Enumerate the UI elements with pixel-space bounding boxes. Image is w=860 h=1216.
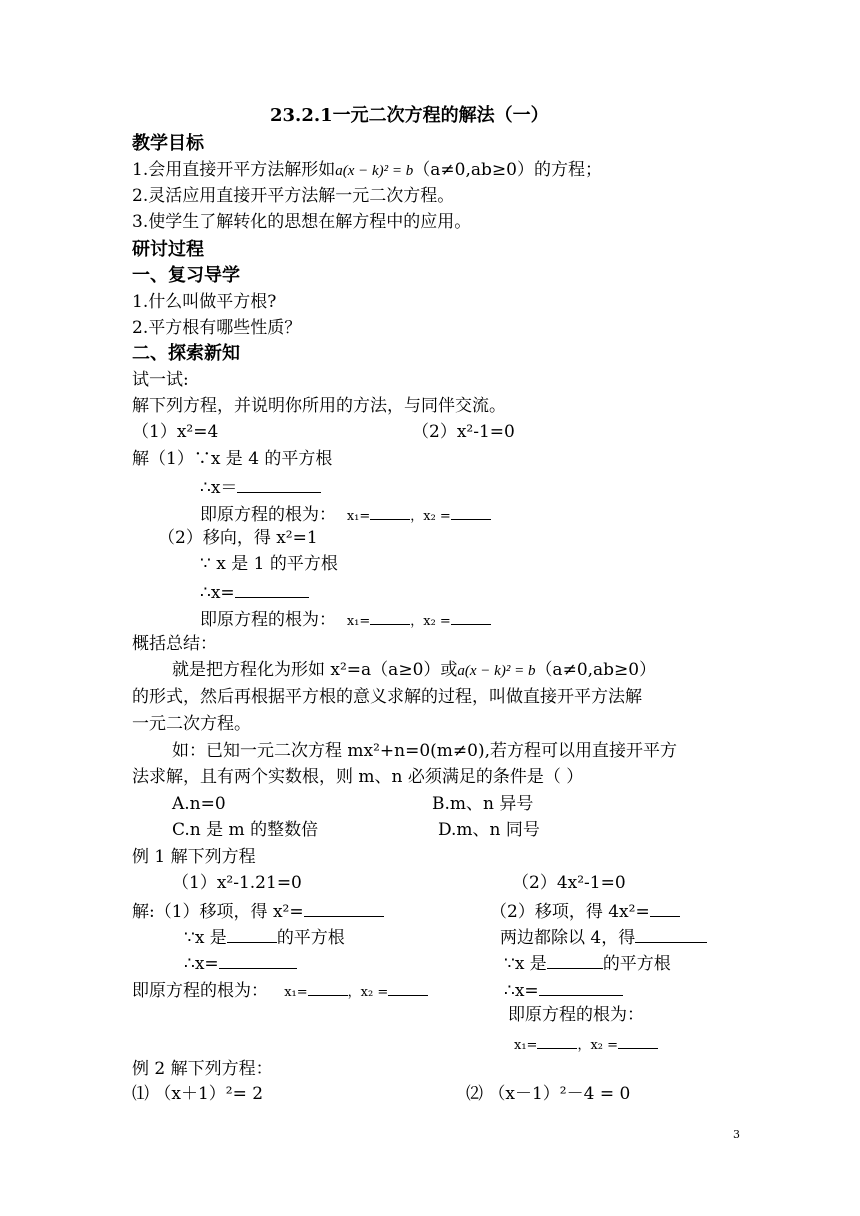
option-b: B.m、n 异号	[432, 794, 534, 814]
ex1-s1-line1: 解:（1）移项，得 x²=	[132, 898, 384, 924]
option-c: C.n 是 m 的整数倍	[172, 820, 319, 840]
sol2-line3: ∴x=	[200, 579, 309, 605]
summary-p1: 就是把方程化为形如 x²=a（a≥0）或a(x − k)² = b（a≠0,ab≥0）	[172, 660, 657, 680]
ex2-eq2: ⑵ （x－1）²－4 = 0	[466, 1084, 631, 1104]
question-p2: 法求解，且有两个实数根，则 m、n 必须满足的条件是（ ）	[132, 767, 584, 787]
summary-formula: a(x − k)² = b	[457, 663, 536, 679]
goal-1: 1.会用直接开平方法解形如a(x − k)² = b（a≠0,ab≥0）的方程；	[132, 160, 602, 180]
review-q2: 2.平方根有哪些性质？	[132, 318, 302, 338]
page-number: 3	[733, 1128, 740, 1141]
goal-3: 3.使学生了解转化的思想在解方程中的应用。	[132, 212, 472, 232]
summary-p2: 的形式，然后再根据平方根的意义求解的过程，叫做直接开平方法解	[132, 687, 642, 707]
ex1-s1-line3: ∴x=	[184, 950, 297, 976]
option-a: A.n=0	[172, 794, 226, 814]
goals-heading: 教学目标	[132, 133, 204, 154]
ex1-s2-line2: 两边都除以 4，得	[500, 924, 707, 950]
try-eq2: （2）x²-1=0	[412, 422, 515, 442]
ex1-s1-roots: 即原方程的根为： x₁= ，x₂ =	[132, 977, 428, 1005]
sol2-line1: （2）移向，得 x²=1	[158, 528, 318, 548]
ex1-s2-line4: ∴x=	[504, 977, 623, 1003]
try-label: 试一试:	[132, 370, 189, 390]
goal-1-formula: a(x − k)² = b	[335, 163, 414, 179]
goal-2: 2.灵活应用直接开平方法解一元二次方程。	[132, 186, 455, 206]
review-heading: 一、复习导学	[132, 265, 240, 286]
try-eq1: （1）x²=4	[132, 422, 219, 442]
ex1-s2-line1: （2）移项，得 4x²=	[490, 898, 680, 924]
review-q1: 1.什么叫做平方根?	[132, 292, 277, 312]
sol1-roots: 即原方程的根为： x₁= ，x₂ =	[200, 501, 491, 529]
summary-label: 概括总结：	[132, 634, 217, 654]
ex1-heading: 例 1 解下列方程	[132, 847, 256, 867]
ex1-eq1: （1）x²-1.21=0	[172, 873, 302, 893]
ex1-s2-roots: x₁= ，x₂ =	[514, 1030, 658, 1058]
ex1-s1-line2: ∵x 是 的平方根	[184, 924, 345, 950]
explore-heading: 二、探索新知	[132, 343, 240, 364]
ex1-s2-line3: ∵x 是 的平方根	[504, 950, 671, 976]
sol1-line2: ∴x＝	[200, 474, 321, 500]
ex1-s2-roots-label: 即原方程的根为：	[508, 1005, 644, 1025]
ex2-heading: 例 2 解下列方程：	[132, 1059, 273, 1079]
question-p1: 如：已知一元二次方程 mx²+n=0(m≠0),若方程可以用直接开平方	[172, 741, 678, 761]
sol1-line1: 解（1）∵x 是 4 的平方根	[132, 449, 333, 469]
ex2-eq1: ⑴ （x＋1）²= 2	[132, 1084, 264, 1104]
doc-title: 23.2.1一元二次方程的解法（一）	[270, 105, 549, 126]
try-instruction: 解下列方程，并说明你所用的方法，与同伴交流。	[132, 396, 506, 416]
option-d: D.m、n 同号	[438, 820, 540, 840]
sol2-roots: 即原方程的根为： x₁= ，x₂ =	[200, 606, 491, 634]
ex1-eq2: （2）4x²-1=0	[512, 873, 626, 893]
sol2-line2: ∵ x 是 1 的平方根	[200, 554, 338, 574]
process-heading: 研讨过程	[132, 239, 204, 260]
summary-p3: 一元二次方程。	[132, 714, 251, 734]
